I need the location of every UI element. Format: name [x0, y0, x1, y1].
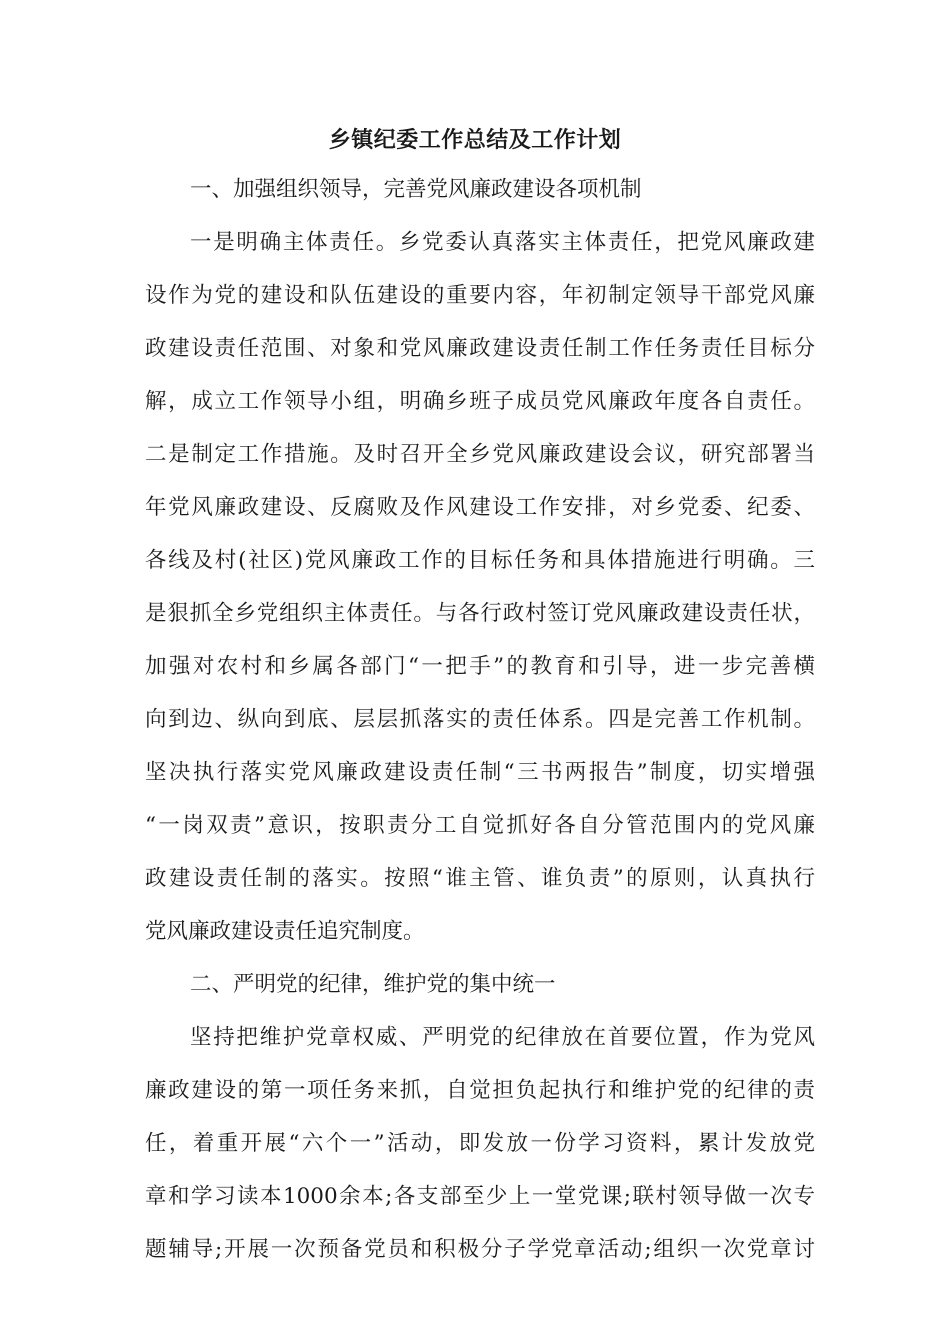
paragraph-line: 解，成立工作领导小组，明确乡班子成员党风廉政年度各自责任。 [145, 389, 815, 414]
paragraph-line: 政建设责任范围、对象和党风廉政建设责任制工作任务责任目标分 [145, 336, 815, 361]
paragraph-line: “一岗双责”意识，按职责分工自觉抓好各自分管范围内的党风廉 [145, 813, 815, 838]
paragraph-line: 一是明确主体责任。乡党委认真落实主体责任，把党风廉政建 [190, 230, 815, 255]
paragraph-line: 党风廉政建设责任追究制度。 [145, 919, 425, 944]
paragraph-line: 政建设责任制的落实。按照“谁主管、谁负责”的原则，认真执行 [145, 866, 815, 891]
paragraph-line: 任，着重开展“六个一”活动，即发放一份学习资料，累计发放党 [145, 1131, 815, 1156]
document-title: 乡镇纪委工作总结及工作计划 [328, 127, 622, 153]
paragraph-line: 是狠抓全乡党组织主体责任。与各行政村签订党风廉政建设责任状， [145, 601, 815, 626]
paragraph-line: 坚持把维护党章权威、严明党的纪律放在首要位置，作为党风 [190, 1025, 815, 1050]
paragraph-line: 加强对农村和乡属各部门“一把手”的教育和引导，进一步完善横 [145, 654, 815, 679]
section-heading-2: 二、严明党的纪律，维护党的集中统一 [190, 972, 556, 997]
paragraph-line: 坚决执行落实党风廉政建设责任制“三书两报告”制度，切实增强 [145, 760, 815, 785]
section-heading-1: 一、加强组织领导，完善党风廉政建设各项机制 [190, 177, 642, 202]
paragraph-line: 二是制定工作措施。及时召开全乡党风廉政建设会议，研究部署当 [145, 442, 815, 467]
paragraph-line: 廉政建设的第一项任务来抓，自觉担负起执行和维护党的纪律的责 [145, 1078, 815, 1103]
paragraph-line: 向到边、纵向到底、层层抓落实的责任体系。四是完善工作机制。 [145, 707, 815, 732]
paragraph-line: 各线及村(社区)党风廉政工作的目标任务和具体措施进行明确。三 [145, 548, 815, 573]
paragraph-line: 章和学习读本1000余本;各支部至少上一堂党课;联村领导做一次专 [145, 1184, 815, 1209]
paragraph-line: 年党风廉政建设、反腐败及作风建设工作安排，对乡党委、纪委、 [145, 495, 815, 520]
paragraph-line: 题辅导;开展一次预备党员和积极分子学党章活动;组织一次党章讨 [145, 1237, 815, 1262]
paragraph-line: 设作为党的建设和队伍建设的重要内容，年初制定领导干部党风廉 [145, 283, 815, 308]
